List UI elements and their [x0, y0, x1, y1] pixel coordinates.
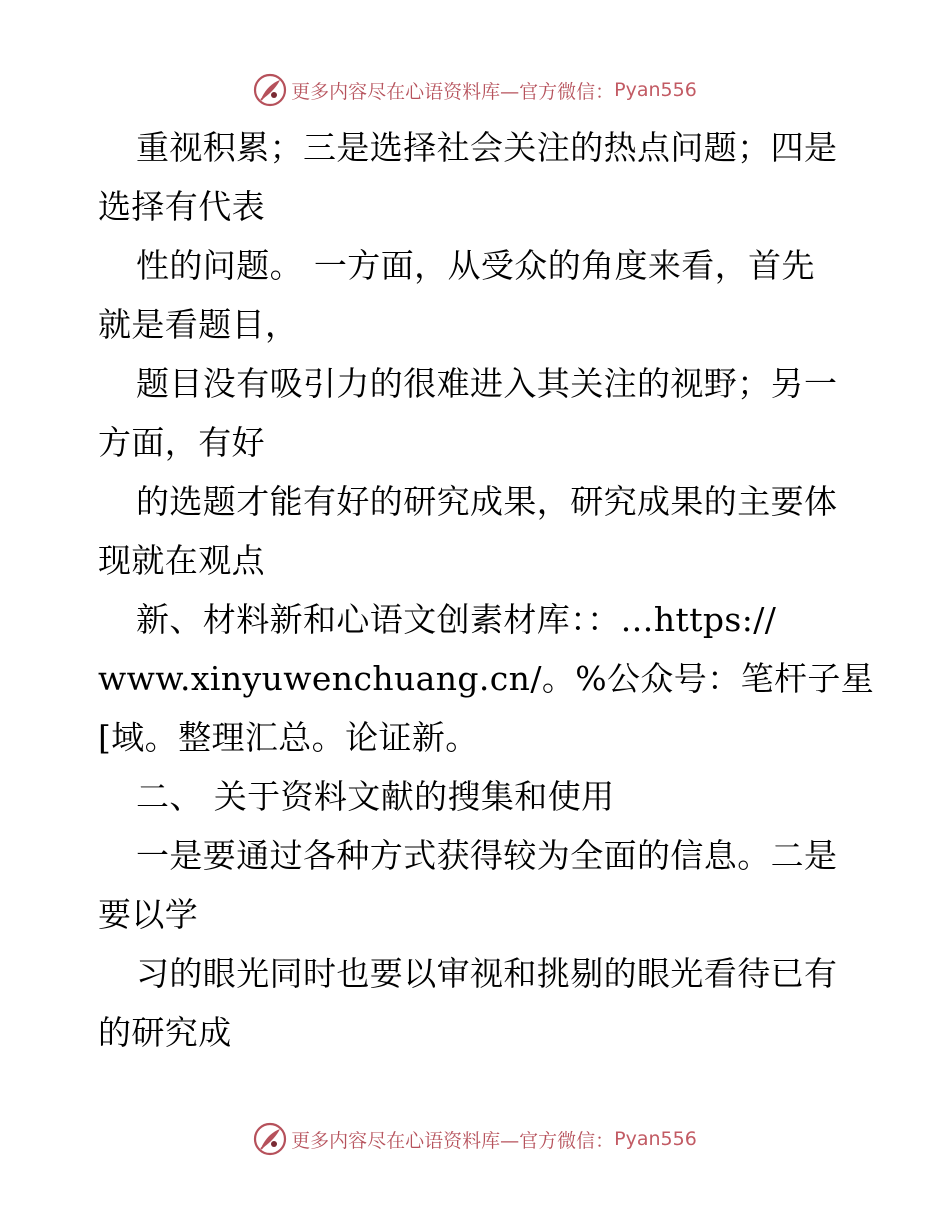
body-text — [98, 118, 875, 1062]
header-banner-text: 更多内容尽在心语资料库—官方微信： — [291, 80, 615, 103]
feather-pen-logo-icon — [253, 1122, 287, 1156]
text-line: 的研究成 — [98, 1013, 232, 1052]
text-line: 现就在观点 — [98, 541, 265, 580]
footer-banner — [0, 1119, 950, 1159]
footer-banner-text: 更多内容尽在心语资料库—官方微信： — [291, 1129, 615, 1152]
text-line: 方面，有好 — [98, 423, 265, 462]
text-line: 的选题才能有好的研究成果，研究成果的主要体 — [136, 482, 838, 521]
text-line: 新、材料新和心语文创素材库：：…https:// — [136, 600, 777, 639]
text-line: 要以学 — [98, 895, 199, 934]
header-banner-wechat-id: Pyan556 — [614, 79, 697, 101]
footer-banner-wechat-id: Pyan556 — [614, 1128, 697, 1150]
text-line: [域。整理汇总。论证新。 — [98, 718, 479, 757]
text-line: 题目没有吸引力的很难进入其关注的视野；另一 — [136, 364, 838, 403]
text-line: 重视积累；三是选择社会关注的热点问题；四是 — [136, 128, 838, 167]
text-line: 性的问题。 一方面，从受众的角度来看，首先 — [136, 246, 815, 285]
section-heading: 二、 关于资料文献的搜集和使用 — [136, 777, 615, 816]
text-line: 就是看题目， — [98, 305, 299, 344]
text-line: www.xinyuwenchuang.cn/。%公众号：笔杆子星 — [98, 659, 875, 698]
header-banner — [0, 70, 950, 110]
feather-pen-logo-icon — [253, 73, 287, 107]
text-line: 一是要通过各种方式获得较为全面的信息。二是 — [136, 836, 838, 875]
text-line: 选择有代表 — [98, 187, 265, 226]
text-line: 习的眼光同时也要以审视和挑剔的眼光看待已有 — [136, 954, 838, 993]
